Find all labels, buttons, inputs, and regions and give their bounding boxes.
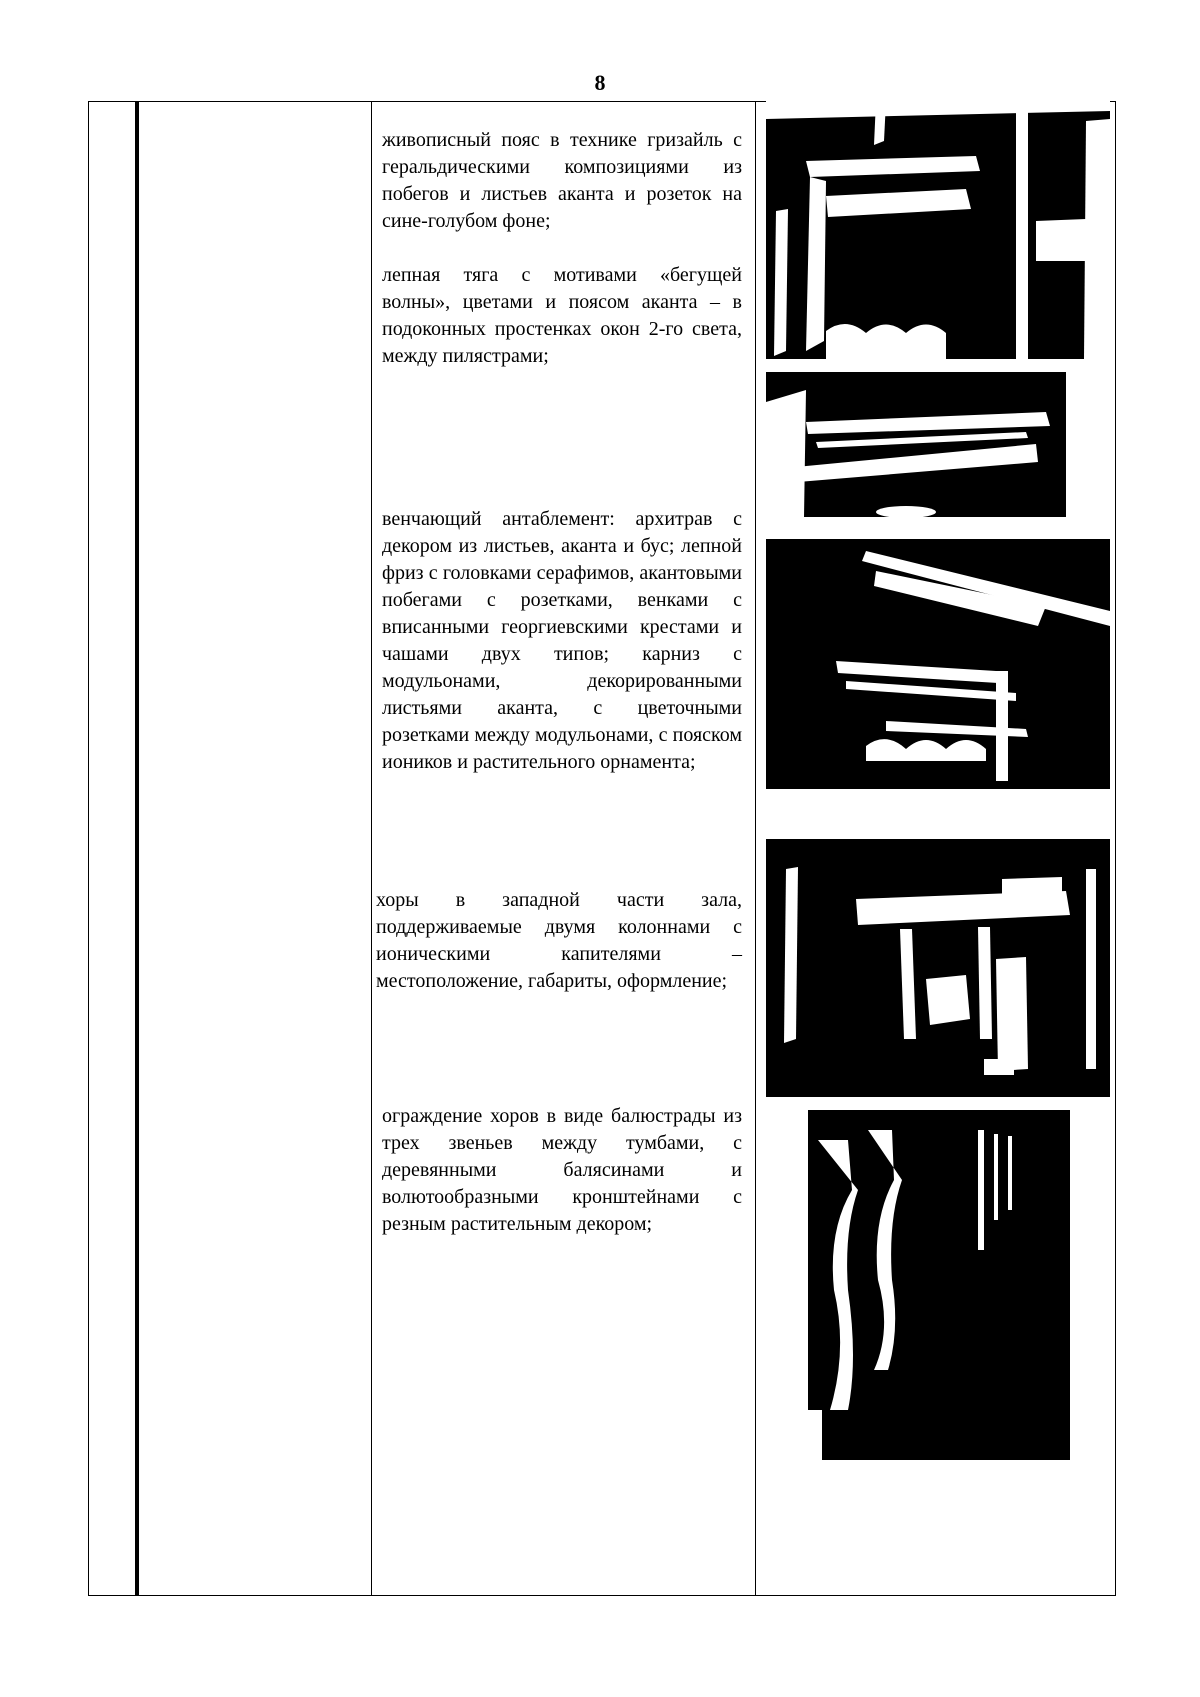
- description-choir-loft: хоры в западной части зала, поддерживаемые двумя колоннами с ионическими капителями – местоположение, габариты, оформление;: [376, 889, 742, 992]
- column-divider-3: [371, 102, 372, 1595]
- photo-balustrade: [808, 1110, 1070, 1460]
- description-stucco-band: лепная тяга с мотивами «бегущей волны», цветами и поясом аканта – в подоконных простенках окон 2-го света, между пилястрами;: [382, 264, 742, 367]
- description-entablature: венчающий антаблемент: архитрав с декором из листьев, аканта и бус; лепной фриз с головками серафимов, акантовыми побегами с розетками, венками с вписанными георгиевскими крестами и чашами двух типов; карниз с модульонами, декорированными листьями аканта, с цветочными розетками между модульонами, с пояском иоников и растительного орнамента;: [382, 508, 742, 773]
- page-number: 8: [594, 70, 606, 95]
- description-painted-belt: живописный пояс в технике гризайль с геральдическими композициями из побегов и листьев аканта и розеток на сине-голубом фоне;: [382, 129, 742, 232]
- photo-stucco-band: [766, 372, 1110, 517]
- photo-painted-frieze: [766, 101, 1110, 359]
- column-divider-4: [755, 102, 756, 1595]
- description-balustrade: ограждение хоров в виде балюстрады из трех звеньев между тумбами, с деревянными балясинами и волютообразными кронштейнами с резным растительным декором;: [382, 1105, 742, 1235]
- photo-entablature: [766, 531, 1110, 789]
- column-divider-2: [136, 102, 139, 1595]
- photo-choir-loft: [766, 839, 1110, 1097]
